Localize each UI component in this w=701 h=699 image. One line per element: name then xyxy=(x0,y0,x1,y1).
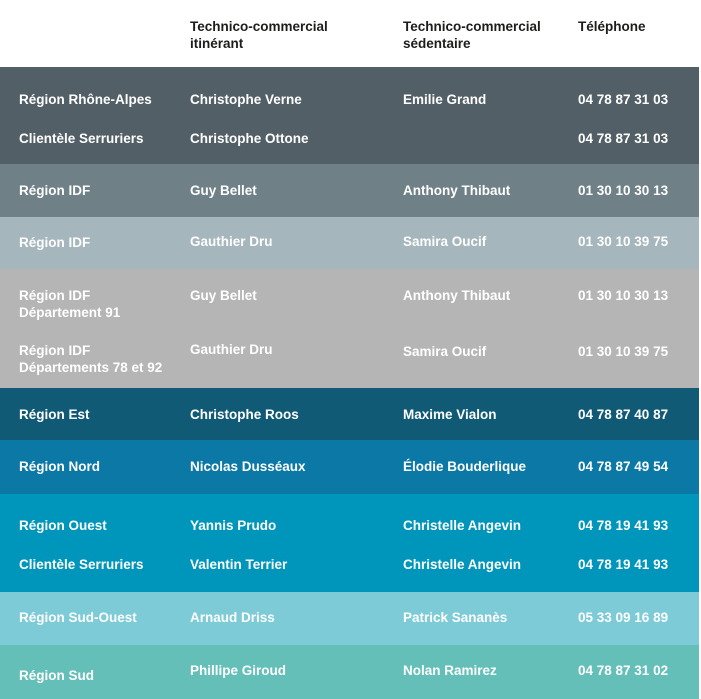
region-name: Région Nord xyxy=(19,459,100,474)
telephone-number: 01 30 10 30 13 xyxy=(578,183,669,198)
sedentaire-name: Christelle Angevin xyxy=(403,557,522,572)
itinerant-name: Nicolas Dusséaux xyxy=(190,459,306,474)
region-group-rhone-alpes xyxy=(0,67,699,164)
region-group-ouest xyxy=(0,494,699,592)
sedentaire-name: Anthony Thibaut xyxy=(403,288,511,303)
region-name: Région Ouest xyxy=(19,518,107,533)
sedentaire-name: Samira Oucif xyxy=(403,234,487,249)
telephone-number: 01 30 10 39 75 xyxy=(578,344,669,359)
itinerant-name: Arnaud Driss xyxy=(190,610,275,625)
region-name: Région IDF xyxy=(19,183,91,198)
region-name: Région IDF Départements 78 et 92 xyxy=(19,343,163,375)
itinerant-name: Guy Bellet xyxy=(190,183,257,198)
header-telephone: Téléphone xyxy=(578,19,646,34)
itinerant-name: Valentin Terrier xyxy=(190,557,288,572)
sedentaire-name: Élodie Bouderlique xyxy=(403,459,527,474)
telephone-number: 04 78 87 40 87 xyxy=(578,407,669,422)
itinerant-name: Guy Bellet xyxy=(190,288,257,303)
region-group-sud-ouest xyxy=(0,592,699,645)
region-group-est xyxy=(0,388,699,440)
sedentaire-name: Nolan Ramirez xyxy=(403,663,497,678)
region-group-idf-departements xyxy=(0,269,699,388)
sedentaire-name: Patrick Sananès xyxy=(403,610,508,625)
sedentaire-name: Anthony Thibaut xyxy=(403,183,511,198)
telephone-number: 04 78 87 31 03 xyxy=(578,92,669,107)
telephone-number: 04 78 87 49 54 xyxy=(578,459,669,474)
region-name: Région Rhône-Alpes xyxy=(19,92,152,107)
itinerant-name: Christophe Roos xyxy=(190,407,299,422)
region-name: Clientèle Serruriers xyxy=(19,557,144,572)
region-group-idf-2 xyxy=(0,217,699,269)
region-name: Région Sud xyxy=(19,668,94,683)
telephone-number: 04 78 87 31 03 xyxy=(578,131,669,146)
sedentaire-name: Christelle Angevin xyxy=(403,518,522,533)
region-name: Région Est xyxy=(19,407,90,422)
telephone-number: 04 78 19 41 93 xyxy=(578,557,669,572)
itinerant-name: Yannis Prudo xyxy=(190,518,277,533)
telephone-number: 01 30 10 39 75 xyxy=(578,234,669,249)
telephone-number: 05 33 09 16 89 xyxy=(578,610,669,625)
telephone-number: 04 78 87 31 02 xyxy=(578,663,669,678)
region-name: Région IDF Département 91 xyxy=(19,288,121,320)
table-header xyxy=(0,0,699,67)
sedentaire-name: Emilie Grand xyxy=(403,92,487,107)
itinerant-name: Gauthier Dru xyxy=(190,342,273,357)
itinerant-name: Phillipe Giroud xyxy=(190,663,287,678)
region-group-nord xyxy=(0,440,699,494)
sedentaire-name: Maxime Vialon xyxy=(403,407,497,422)
region-name: Région IDF xyxy=(19,235,91,250)
telephone-number: 04 78 19 41 93 xyxy=(578,518,669,533)
region-group-sud xyxy=(0,645,699,699)
telephone-number: 01 30 10 30 13 xyxy=(578,288,669,303)
sedentaire-name: Samira Oucif xyxy=(403,344,487,359)
region-name: Clientèle Serruriers xyxy=(19,131,144,146)
region-name: Région Sud-Ouest xyxy=(19,610,137,625)
itinerant-name: Christophe Verne xyxy=(190,92,302,107)
itinerant-name: Christophe Ottone xyxy=(190,131,309,146)
header-sedentaire: Technico-commercial sédentaire xyxy=(403,19,541,51)
region-group-idf-1 xyxy=(0,164,699,217)
header-itinerant: Technico-commercial itinérant xyxy=(190,19,328,51)
itinerant-name: Gauthier Dru xyxy=(190,234,273,249)
